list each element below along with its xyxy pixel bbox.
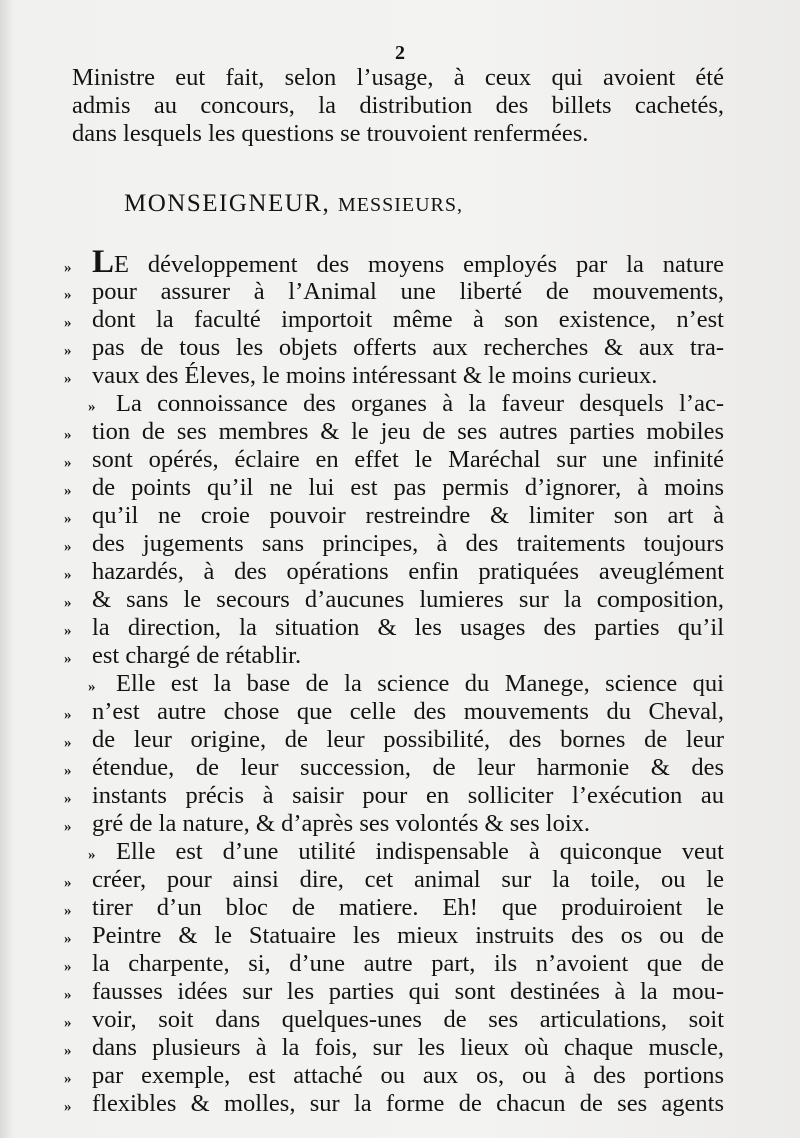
text-line xyxy=(64,922,724,950)
intro-line: admis au concours, la distribution des billets cachetés, xyxy=(72,92,724,119)
line-text: la charpente, si, d’une autre part, ils n’avoient que de xyxy=(92,950,724,977)
quotation-mark: » xyxy=(88,399,96,415)
line-text: est chargé de rétablir. xyxy=(92,642,302,669)
text-line xyxy=(64,950,724,978)
line-text: créer, pour ainsi dire, cet animal sur la toile, ou le xyxy=(92,866,724,893)
quotation-mark: » xyxy=(64,427,72,443)
line-text xyxy=(92,244,724,280)
salutation-heading xyxy=(124,190,463,218)
line-text: gré de la nature, & d’après ses volontés & ses loix. xyxy=(92,810,591,837)
line-text: de leur origine, de leur possibilité, des bornes de leur xyxy=(92,726,724,753)
line-text: dont la faculté importoit même à son existence, n’est xyxy=(92,306,724,333)
text-line xyxy=(64,1034,724,1062)
line-text: flexibles & molles, sur la forme de chacun de ses agents xyxy=(92,1090,724,1117)
quotation-mark: » xyxy=(64,875,72,891)
quotation-mark: » xyxy=(64,1043,72,1059)
line-text: pour assurer à l’Animal une liberté de mouvements, xyxy=(92,278,724,305)
text-line xyxy=(64,390,724,418)
quotation-mark: » xyxy=(64,819,72,835)
text-line xyxy=(64,614,724,642)
salutation-secondary: MESSIEURS, xyxy=(337,194,463,216)
text-line xyxy=(64,334,724,362)
quotation-mark: » xyxy=(64,931,72,947)
line-text: tion de ses membres & le jeu de ses autres parties mobiles xyxy=(92,418,724,445)
quotation-mark: » xyxy=(64,735,72,751)
text-line xyxy=(64,418,724,446)
line-text: voir, soit dans quelques-unes de ses articulations, soit xyxy=(92,1006,724,1033)
text-line xyxy=(64,1006,724,1034)
intro-line: Ministre eut fait, selon l’usage, à ceux qui avoient été xyxy=(72,64,724,91)
quotation-mark: » xyxy=(64,343,72,359)
quotation-mark: » xyxy=(64,959,72,975)
line-text: hazardés, à des opérations enfin pratiquées aveuglément xyxy=(92,558,724,585)
line-text-rest: E développement des moyens employés par la nature xyxy=(114,251,724,278)
text-line xyxy=(64,1090,724,1118)
line-text: & sans le secours d’aucunes lumieres sur la composition, xyxy=(92,586,724,613)
line-text: qu’il ne croie pouvoir restreindre & limiter son art à xyxy=(92,502,724,529)
text-line xyxy=(64,502,724,530)
text-line xyxy=(64,244,724,280)
line-text: Elle est d’une utilité indispensable à quiconque veut xyxy=(116,838,724,865)
text-line xyxy=(64,866,724,894)
text-line xyxy=(64,446,724,474)
quotation-mark: » xyxy=(64,371,72,387)
text-line xyxy=(64,838,724,866)
line-text: Peintre & le Statuaire les mieux instruits des os ou de xyxy=(92,922,724,949)
line-text: tirer d’un bloc de matiere. Eh! que produiroient le xyxy=(92,894,724,921)
text-line xyxy=(64,782,724,810)
quotation-mark: » xyxy=(64,707,72,723)
quotation-mark: » xyxy=(64,595,72,611)
text-line xyxy=(64,474,724,502)
drop-cap: L xyxy=(92,244,115,280)
text-line xyxy=(64,362,724,390)
quotation-mark: » xyxy=(64,1099,72,1115)
quotation-mark: » xyxy=(64,455,72,471)
text-line xyxy=(64,530,724,558)
line-text: des jugements sans principes, à des traitements toujours xyxy=(92,530,724,557)
text-line xyxy=(64,278,724,306)
line-text: La connoissance des organes à la faveur desquels l’ac- xyxy=(116,390,724,417)
quotation-mark: » xyxy=(64,651,72,667)
text-line xyxy=(64,670,724,698)
quotation-mark: » xyxy=(64,1015,72,1031)
quotation-mark: » xyxy=(88,847,96,863)
quotation-mark: » xyxy=(64,260,72,276)
text-line xyxy=(64,306,724,334)
text-line xyxy=(64,1062,724,1090)
line-text: dans plusieurs à la fois, sur les lieux où chaque muscle, xyxy=(92,1034,724,1061)
text-line xyxy=(64,558,724,586)
quotation-mark: » xyxy=(64,1071,72,1087)
line-text: par exemple, est attaché ou aux os, ou à des portions xyxy=(92,1062,724,1089)
quotation-mark: » xyxy=(64,763,72,779)
page-number: 2 xyxy=(395,42,405,64)
text-line xyxy=(64,726,724,754)
intro-line: dans lesquels les questions se trouvoient renfermées. xyxy=(72,120,589,147)
line-text: de points qu’il ne lui est pas permis d’ignorer, à moins xyxy=(92,474,724,501)
line-text: étendue, de leur succession, de leur harmonie & des xyxy=(92,754,724,781)
quotation-mark: » xyxy=(64,287,72,303)
line-text: la direction, la situation & les usages des parties qu’il xyxy=(92,614,724,641)
quotation-mark: » xyxy=(64,539,72,555)
text-line xyxy=(64,586,724,614)
quotation-mark: » xyxy=(64,315,72,331)
line-text: pas de tous les objets offerts aux recherches & aux tra- xyxy=(92,334,724,361)
quotation-mark: » xyxy=(64,903,72,919)
line-text: instants précis à saisir pour en solliciter l’exécution au xyxy=(92,782,724,809)
line-text: vaux des Éleves, le moins intéressant & le moins curieux. xyxy=(92,362,658,389)
salutation-main: MONSEIGNEUR, xyxy=(124,190,331,217)
quotation-mark: » xyxy=(64,987,72,1003)
text-line xyxy=(64,894,724,922)
quotation-mark: » xyxy=(64,623,72,639)
speech-body xyxy=(64,244,724,1118)
text-line xyxy=(64,642,724,670)
line-text: n’est autre chose que celle des mouvements du Cheval, xyxy=(92,698,724,725)
text-line xyxy=(64,810,724,838)
text-line xyxy=(64,978,724,1006)
text-line xyxy=(64,698,724,726)
text-line xyxy=(64,754,724,782)
quotation-mark: » xyxy=(88,679,96,695)
quotation-mark: » xyxy=(64,483,72,499)
intro-paragraph xyxy=(72,64,724,148)
quotation-mark: » xyxy=(64,511,72,527)
line-text: fausses idées sur les parties qui sont destinées à la mou- xyxy=(92,978,724,1005)
quotation-mark: » xyxy=(64,567,72,583)
line-text: sont opérés, éclaire en effet le Maréchal sur une infinité xyxy=(92,446,724,473)
quotation-mark: » xyxy=(64,791,72,807)
line-text: Elle est la base de la science du Manege, science qui xyxy=(116,670,724,697)
